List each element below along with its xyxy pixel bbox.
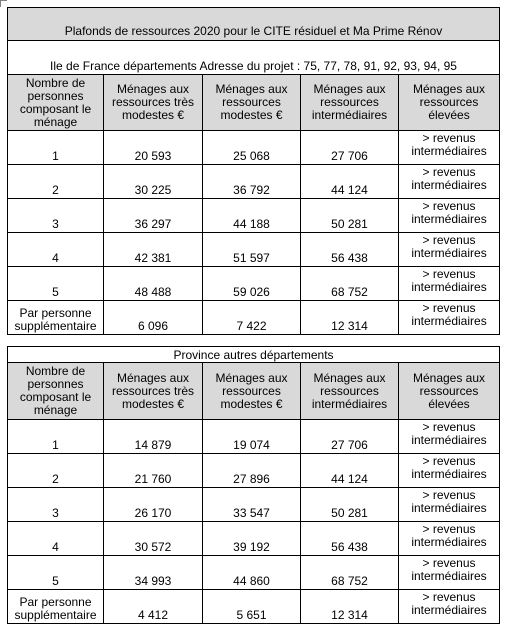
intermediate-cell: 56 438 [301, 522, 399, 556]
modest-cell: 7 422 [203, 301, 301, 335]
very-modest-cell: 26 170 [104, 488, 203, 522]
modest-cell: 51 597 [203, 233, 301, 267]
header-high: Ménages aux ressources élevées [399, 363, 500, 420]
high-cell: > revenus intermédiaires [399, 420, 500, 454]
table-row [8, 165, 500, 199]
very-modest-cell: 21 760 [104, 454, 203, 488]
intermediate-cell: 27 706 [301, 420, 399, 454]
household-size-cell: 5 [8, 556, 104, 590]
intermediate-cell: 68 752 [301, 267, 399, 301]
household-size-cell: Par personne supplémentaire [8, 590, 104, 624]
table-title: Plafonds de ressources 2020 pour le CITE résiduel et Ma Prime Rénov [8, 8, 500, 41]
household-size-cell: 5 [8, 267, 104, 301]
very-modest-cell: 30 572 [104, 522, 203, 556]
household-size-cell: 4 [8, 522, 104, 556]
high-cell: > revenus intermédiaires [399, 131, 500, 165]
table-row [8, 590, 500, 624]
household-size-cell: 3 [8, 199, 104, 233]
very-modest-cell: 42 381 [104, 233, 203, 267]
table-subtitle: Ile de France départements Adresse du projet : 75, 77, 78, 91, 92, 93, 94, 95 [8, 41, 500, 75]
high-cell: > revenus intermédiaires [399, 522, 500, 556]
header-modest: Ménages aux ressources modestes € [203, 363, 301, 420]
high-cell: > revenus intermédiaires [399, 556, 500, 590]
header-household-size: Nombre de personnes composant le ménage [8, 363, 104, 420]
province-table [7, 346, 500, 624]
very-modest-cell: 14 879 [104, 420, 203, 454]
modest-cell: 59 026 [203, 267, 301, 301]
table-row [8, 556, 500, 590]
very-modest-cell: 34 993 [104, 556, 203, 590]
very-modest-cell: 30 225 [104, 165, 203, 199]
household-size-cell: 4 [8, 233, 104, 267]
household-size-cell: 1 [8, 131, 104, 165]
table-row [8, 301, 500, 335]
household-size-cell: Par personne supplémentaire [8, 301, 104, 335]
high-cell: > revenus intermédiaires [399, 590, 500, 624]
intermediate-cell: 27 706 [301, 131, 399, 165]
high-cell: > revenus intermédiaires [399, 488, 500, 522]
high-cell: > revenus intermédiaires [399, 301, 500, 335]
header-intermediate: Ménages aux ressources intermédiaires [301, 75, 399, 131]
intermediate-cell: 50 281 [301, 488, 399, 522]
table-row [8, 488, 500, 522]
table-row [8, 131, 500, 165]
intermediate-cell: 12 314 [301, 590, 399, 624]
intermediate-cell: 68 752 [301, 556, 399, 590]
very-modest-cell: 20 593 [104, 131, 203, 165]
high-cell: > revenus intermédiaires [399, 199, 500, 233]
table-row [8, 199, 500, 233]
very-modest-cell: 6 096 [104, 301, 203, 335]
intermediate-cell: 12 314 [301, 301, 399, 335]
header-high: Ménages aux ressources élevées [399, 75, 500, 131]
household-size-cell: 2 [8, 454, 104, 488]
household-size-cell: 3 [8, 488, 104, 522]
ile-de-france-table [7, 7, 500, 335]
modest-cell: 25 068 [203, 131, 301, 165]
household-size-cell: 2 [8, 165, 104, 199]
household-size-cell: 1 [8, 420, 104, 454]
document-corner-mark [0, 0, 7, 7]
text-cursor [499, 347, 500, 360]
table-row [8, 233, 500, 267]
modest-cell: 39 192 [203, 522, 301, 556]
modest-cell: 19 074 [203, 420, 301, 454]
modest-cell: 5 651 [203, 590, 301, 624]
header-very-modest: Ménages aux ressources très modestes € [104, 75, 203, 131]
intermediate-cell: 44 124 [301, 165, 399, 199]
modest-cell: 33 547 [203, 488, 301, 522]
very-modest-cell: 48 488 [104, 267, 203, 301]
modest-cell: 27 896 [203, 454, 301, 488]
table-row [8, 267, 500, 301]
intermediate-cell: 56 438 [301, 233, 399, 267]
table-row [8, 454, 500, 488]
high-cell: > revenus intermédiaires [399, 233, 500, 267]
intermediate-cell: 50 281 [301, 199, 399, 233]
high-cell: > revenus intermédiaires [399, 454, 500, 488]
modest-cell: 44 860 [203, 556, 301, 590]
header-modest: Ménages aux ressources modestes € [203, 75, 301, 131]
table-row [8, 522, 500, 556]
table-row [8, 420, 500, 454]
header-intermediate: Ménages aux ressources intermédiaires [301, 363, 399, 420]
intermediate-cell: 44 124 [301, 454, 399, 488]
header-very-modest: Ménages aux ressources très modestes € [104, 363, 203, 420]
modest-cell: 36 792 [203, 165, 301, 199]
high-cell: > revenus intermédiaires [399, 165, 500, 199]
high-cell: > revenus intermédiaires [399, 267, 500, 301]
modest-cell: 44 188 [203, 199, 301, 233]
table-title: Province autres départements [8, 347, 500, 363]
header-household-size: Nombre de personnes composant le ménage [8, 75, 104, 131]
very-modest-cell: 36 297 [104, 199, 203, 233]
very-modest-cell: 4 412 [104, 590, 203, 624]
